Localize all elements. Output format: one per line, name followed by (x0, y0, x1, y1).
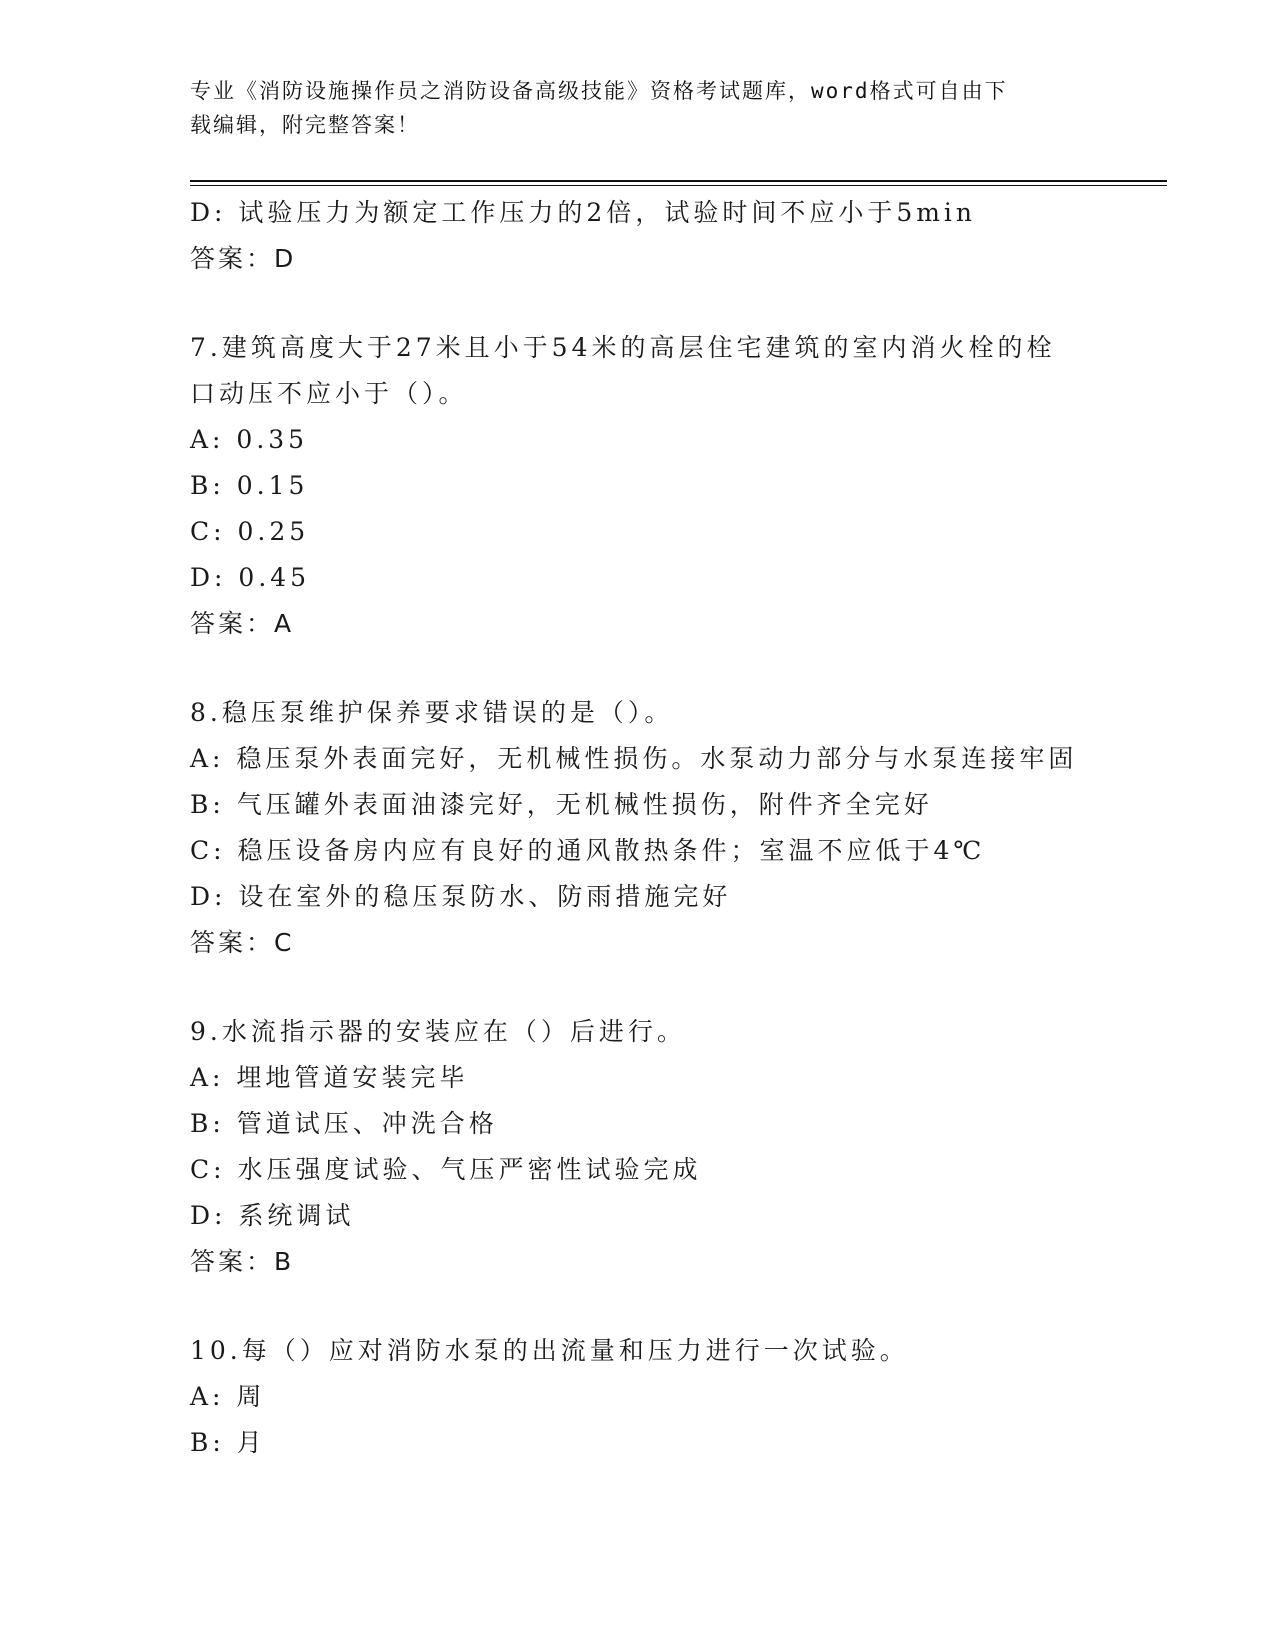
question-8 (190, 690, 1170, 966)
option-a: A: 周 (190, 1382, 266, 1411)
question-title (190, 325, 1170, 417)
question-title: 10.每（）应对消防水泵的出流量和压力进行一次试验。 (190, 1336, 909, 1365)
header-line-1: 专业《消防设施操作员之消防设备高级技能》资格考试题库，word格式可自由下 (190, 79, 1008, 103)
option-a: A: 0.35 (190, 425, 309, 454)
option-d: D: 试验压力为额定工作压力的2倍，试验时间不应小于5min (190, 198, 977, 227)
option-c: C: 水压强度试验、气压严密性试验完成 (190, 1155, 702, 1184)
answer: 答案：B (190, 1247, 295, 1276)
option-a: A: 稳压泵外表面完好，无机械性损伤。水泵动力部分与水泵连接牢固 (190, 744, 1078, 773)
option-d: D: 系统调试 (190, 1201, 355, 1230)
option-c: C: 稳压设备房内应有良好的通风散热条件；室温不应低于4℃ (190, 836, 986, 865)
option-c: C: 0.25 (190, 517, 310, 546)
question-title: 8.稳压泵维护保养要求错误的是（）。 (190, 698, 674, 727)
question-10 (190, 1328, 1170, 1466)
answer: 答案：A (190, 609, 295, 638)
option-b: B: 0.15 (190, 471, 309, 500)
option-a: A: 埋地管道安装完毕 (190, 1063, 469, 1092)
question-title-line-1: 7.建筑高度大于27米且小于54米的高层住宅建筑的室内消火栓的栓 (190, 333, 1056, 362)
header-line-2: 载编辑，附完整答案！ (190, 113, 420, 137)
option-b: B: 气压罐外表面油漆完好，无机械性损伤，附件齐全完好 (190, 790, 933, 819)
option-b: B: 管道试压、冲洗合格 (190, 1109, 498, 1138)
answer: 答案：D (190, 244, 297, 273)
question-9 (190, 1009, 1170, 1285)
question-list (190, 190, 1170, 1466)
question-7 (190, 325, 1170, 647)
question-title: 9.水流指示器的安装应在（）后进行。 (190, 1017, 686, 1046)
option-d: D: 设在室外的稳压泵防水、防雨措施完好 (190, 882, 732, 911)
option-d: D: 0.45 (190, 563, 311, 592)
header-divider-thin (190, 185, 1167, 186)
document-header (190, 74, 1090, 142)
question-6-continued (190, 190, 1170, 282)
answer: 答案：C (190, 928, 295, 957)
option-b: B: 月 (190, 1428, 266, 1457)
header-divider-thick (190, 180, 1167, 182)
question-title-line-2: 口动压不应小于（）。 (190, 379, 468, 408)
